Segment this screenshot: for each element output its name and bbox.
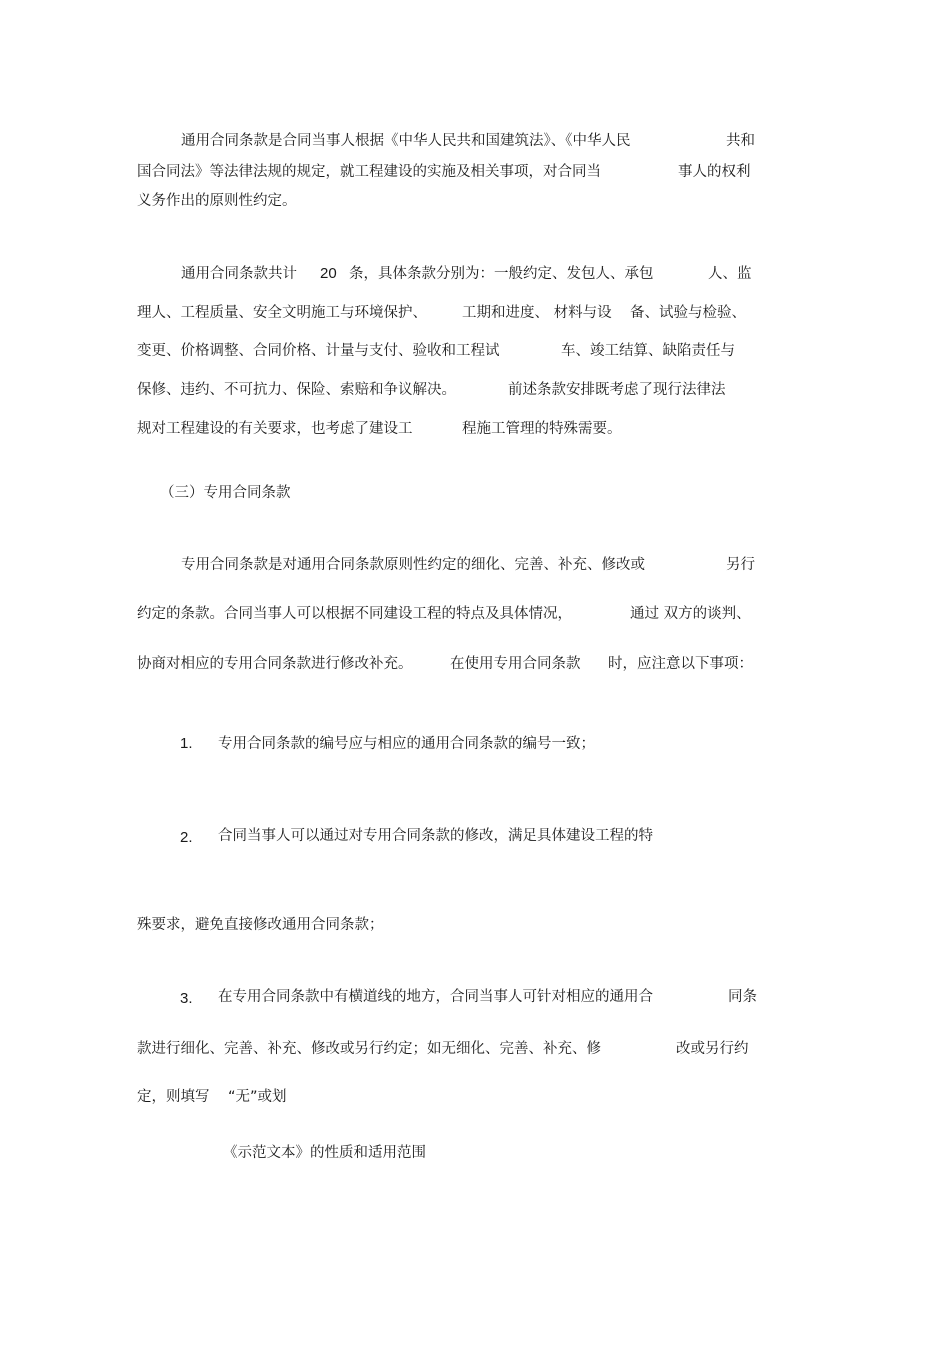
text-line: 条，具体条款分别为：一般约定、发包人、承包 [349,266,654,282]
text-line: 款进行细化、完善、补充、修改或另行约定；如无细化、完善、补充、修 [137,1041,601,1057]
text-line: 国合同法》等法律法规的规定，就工程建设的实施及相关事项，对合同当 [137,164,601,180]
text-line: 专用合同条款是对通用合同条款原则性约定的细化、完善、补充、修改或 [181,557,645,573]
text-line: 专用合同条款的编号应与相应的通用合同条款的编号一致； [218,736,595,752]
text-line: 备、试验与检验、 [630,305,746,321]
text-line: 通过 双方的谈判、 [630,606,751,622]
text-line: 车、竣工结算、缺陷责任与 [561,343,735,359]
section-heading: （三）专用合同条款 [160,485,291,501]
text-line: 人、监 [708,266,752,282]
text-line: 通用合同条款共计 [181,266,297,282]
text-line: 在专用合同条款中有横道线的地方，合同当事人可针对相应的通用合 [218,989,653,1005]
list-item-number: 3. [180,990,193,1007]
text-line: 程施工管理的特殊需要。 [462,421,622,437]
text-line: 20 [320,265,337,282]
text-line: 殊要求，避免直接修改通用合同条款； [137,917,384,933]
text-line: 在使用专用合同条款 [450,656,581,672]
text-line: 事人的权利 [678,164,751,180]
text-line: 时，应注意以下事项： [608,656,753,672]
text-line: 协商对相应的专用合同条款进行修改补充。 [137,656,413,672]
text-line: 变更、价格调整、合同价格、计量与支付、验收和工程试 [137,343,500,359]
text-line: 另行 [726,557,755,573]
text-line: 同条 [728,989,757,1005]
text-line: 改或另行约 [676,1041,749,1057]
text-line: 约定的条款。合同当事人可以根据不同建设工程的特点及具体情况， [137,606,572,622]
text-line: 规对工程建设的有关要求，也考虑了建设工 [137,421,413,437]
section-heading: 《示范文本》的性质和适用范围 [223,1145,426,1161]
text-line: 定，则填写 [137,1089,210,1105]
text-line: 保修、违约、不可抗力、保险、索赔和争议解决。 [137,382,456,398]
text-line: 理人、工程质量、安全文明施工与环境保护、 [137,305,427,321]
text-line: 前述条款安排既考虑了现行法律法 [508,382,726,398]
text-line: 通用合同条款是合同当事人根据《中华人民共和国建筑法》、《中华人民 [181,133,631,149]
text-line: “无”或划 [228,1089,287,1105]
text-line: 合同当事人可以通过对专用合同条款的修改，满足具体建设工程的特 [218,828,653,844]
list-item-number: 2. [180,829,193,846]
text-line: 工期和进度、 材料与设 [462,305,612,321]
list-item-number: 1. [180,735,193,752]
text-line: 共和 [726,133,755,149]
text-line: 义务作出的原则性约定。 [137,193,297,209]
